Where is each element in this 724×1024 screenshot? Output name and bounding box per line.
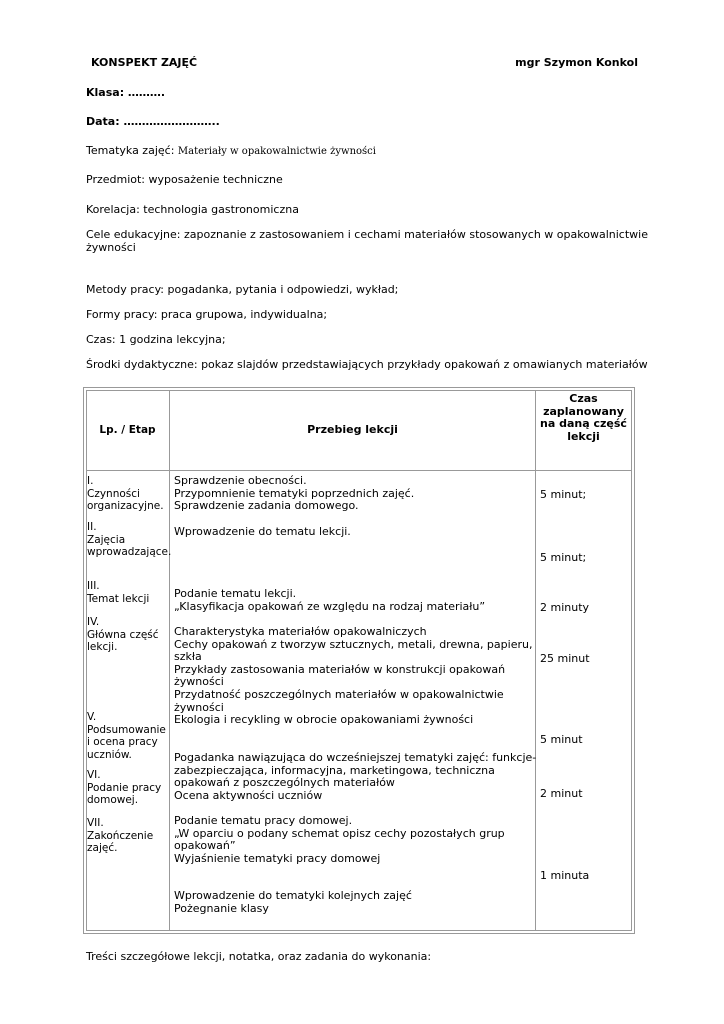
przebieg-5: Pogadanka nawiązująca do wcześniejszej tematyki zajęć: funkcje- zabezpieczająca, informacyjna, marketingowa, techniczna opakowań z poszczególnych materiałów Ocena aktywności uczniów xyxy=(174,751,537,802)
header-czas: Czas zaplanowany na daną część lekcji xyxy=(540,392,627,443)
metody-line: Metody pracy: pogadanka, pytania i odpowiedzi, wykład; xyxy=(86,283,399,296)
etap-7: VII. Zakończenie zajęć. xyxy=(87,817,154,855)
czas-1: 5 minut; xyxy=(540,488,587,501)
etap-3: III. Temat lekcji xyxy=(87,580,150,605)
etap-1: I. Czynności organizacyjne. xyxy=(87,475,164,513)
czas-4: 25 minut xyxy=(540,652,590,665)
etap-2: II. Zajęcia wprowadzające. xyxy=(87,521,172,559)
srodki-line: Środki dydaktyczne: pokaz slajdów przedstawiających przykłady opakowań z omawianych materiałów xyxy=(86,358,648,371)
klasa-field: Klasa: ………. xyxy=(86,86,166,99)
column-divider-2 xyxy=(535,390,536,930)
footer-line: Treści szczegółowe lekcji, notatka, oraz zadania do wykonania: xyxy=(86,950,432,963)
przebieg-4: Charakterystyka materiałów opakowalniczych Cechy opakowań z tworzyw sztucznych, metali, drewna, papieru, szkła Przykłady zastosowania materiałów w konstrukcji opakowań żywności Przydatność poszczególnych materiałów w opakowalnictwie żywności Ekologia i recykling w obrocie opakowaniami żywności xyxy=(174,625,533,727)
korelacja-line: Korelacja: technologia gastronomiczna xyxy=(86,203,299,216)
przebieg-2: Wprowadzenie do tematu lekcji. xyxy=(174,525,351,538)
tematyka-line xyxy=(86,144,376,157)
etap-4: IV. Główna część lekcji. xyxy=(87,616,159,654)
formy-line: Formy pracy: praca grupowa, indywidualna; xyxy=(86,308,328,321)
column-divider-1 xyxy=(169,390,170,930)
czas-2: 5 minut; xyxy=(540,551,587,564)
tematyka-value: Materiały w opakowalnictwie żywności xyxy=(177,146,376,157)
author-name: mgr Szymon Konkol xyxy=(515,56,638,69)
document-title: KONSPEKT ZAJĘĆ xyxy=(91,56,198,69)
header-lp-etap: Lp. / Etap xyxy=(99,424,156,436)
przebieg-3: Podanie tematu lekcji. „Klasyfikacja opakowań ze względu na rodzaj materiału” xyxy=(174,587,486,613)
cele-line-2: żywności xyxy=(86,241,136,254)
czas-5: 5 minut xyxy=(540,733,583,746)
etap-6: VI. Podanie pracy domowej. xyxy=(87,769,162,807)
czas-3: 2 minuty xyxy=(540,601,590,614)
przedmiot-line: Przedmiot: wyposażenie techniczne xyxy=(86,173,283,186)
czas-6: 2 minut xyxy=(540,787,583,800)
przebieg-1: Sprawdzenie obecności. Przypomnienie tematyki poprzednich zajęć. Sprawdzenie zadania domowego. xyxy=(174,474,415,513)
czas-line: Czas: 1 godzina lekcyjna; xyxy=(86,333,226,346)
cele-line-1: Cele edukacyjne: zapoznanie z zastosowaniem i cechami materiałów stosowanych w opakowalnictwie xyxy=(86,228,648,241)
header-przebieg: Przebieg lekcji xyxy=(307,423,398,436)
czas-7: 1 minuta xyxy=(540,869,590,882)
przebieg-6: Podanie tematu pracy domowej. „W oparciu o podany schemat opisz cechy pozostałych grup opakowań” Wyjaśnienie tematyki pracy domowej xyxy=(174,814,505,865)
header-row-divider xyxy=(86,470,631,471)
etap-5: V. Podsumowanie i ocena pracy uczniów. xyxy=(87,711,166,761)
tematyka-label: Tematyka zajęć: xyxy=(86,144,178,157)
przebieg-7: Wprowadzenie do tematyki kolejnych zajęć Pożegnanie klasy xyxy=(174,889,412,915)
data-field: Data: …………………….. xyxy=(86,115,220,128)
